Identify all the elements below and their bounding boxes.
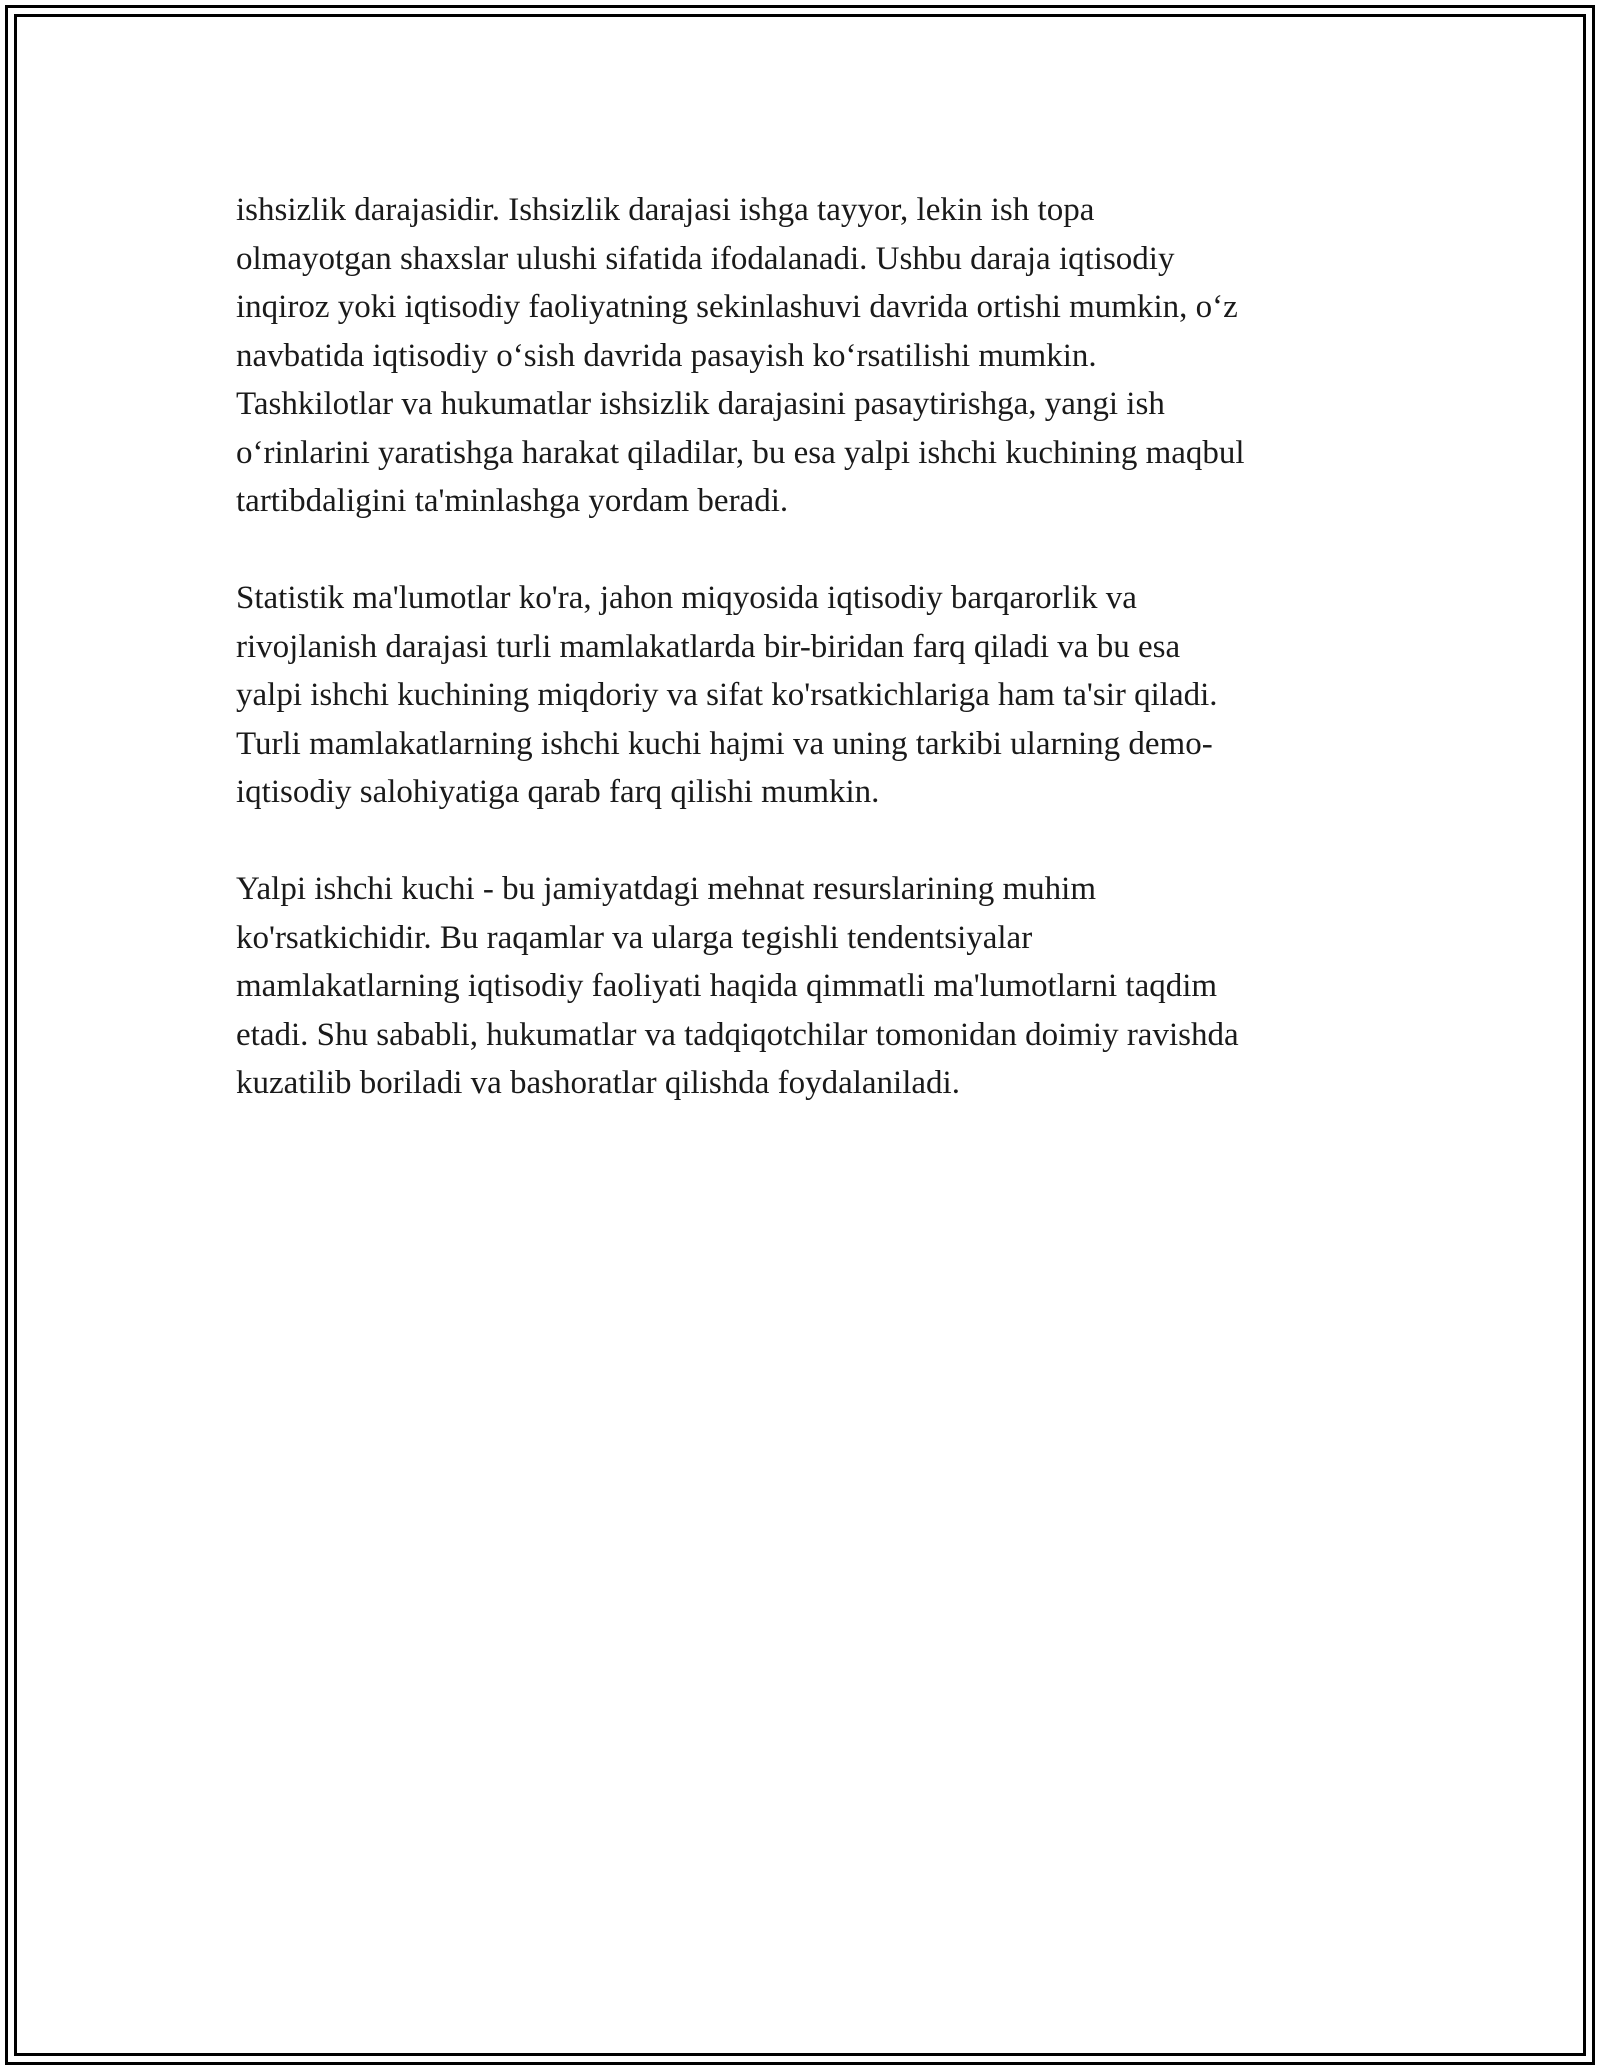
text-line: Statistik ma'lumotlar ko'ra, jahon miqyosida iqtisodiy barqarorlik va <box>236 580 1137 616</box>
document-body <box>236 186 1396 1156</box>
paragraph-unemployment <box>236 186 1396 526</box>
text-line: iqtisodiy salohiyatiga qarab farq qilishi mumkin. <box>236 774 880 810</box>
text-line: ishsizlik darajasidir. Ishsizlik darajasi ishga tayyor, lekin ish topa <box>236 192 1095 228</box>
text-line: ko'rsatkichidir. Bu raqamlar va ularga tegishli tendentsiyalar <box>236 919 1033 956</box>
paragraph-labor-force <box>236 865 1396 1108</box>
text-line: o‘rinlarini yaratishga harakat qiladilar, bu esa yalpi ishchi kuchining maqbul <box>236 434 1245 471</box>
text-line: rivojlanish darajasi turli mamlakatlarda bir-biridan farq qiladi va bu esa <box>236 628 1181 665</box>
text-line: kuzatilib boriladi va bashoratlar qilishda foydalaniladi. <box>236 1065 960 1101</box>
text-line: etadi. Shu sababli, hukumatlar va tadqiqotchilar tomonidan doimiy ravishda <box>236 1016 1239 1053</box>
text-line: inqiroz yoki iqtisodiy faoliyatning sekinlashuvi davrida ortishi mumkin, o‘z <box>236 289 1238 325</box>
text-line: olmayotgan shaxslar ulushi sifatida ifodalanadi. Ushbu daraja iqtisodiy <box>236 240 1175 277</box>
text-line: Turli mamlakatlarning ishchi kuchi hajmi va uning tarkibi ularning demo- <box>236 725 1213 762</box>
paragraph-statistics <box>236 574 1396 817</box>
text-line: mamlakatlarning iqtisodiy faoliyati haqida qimmatli ma'lumotlarni taqdim <box>236 968 1218 1004</box>
text-line: Yalpi ishchi kuchi - bu jamiyatdagi mehnat resurslarining muhim <box>236 871 1097 907</box>
text-line: Tashkilotlar va hukumatlar ishsizlik darajasini pasaytirishga, yangi ish <box>236 386 1165 422</box>
text-line: navbatida iqtisodiy o‘sish davrida pasayish ko‘rsatilishi mumkin. <box>236 337 1097 374</box>
text-line: yalpi ishchi kuchining miqdoriy va sifat ko'rsatkichlariga ham ta'sir qiladi. <box>236 677 1218 713</box>
text-line: tartibdaligini ta'minlashga yordam beradi. <box>236 483 789 519</box>
